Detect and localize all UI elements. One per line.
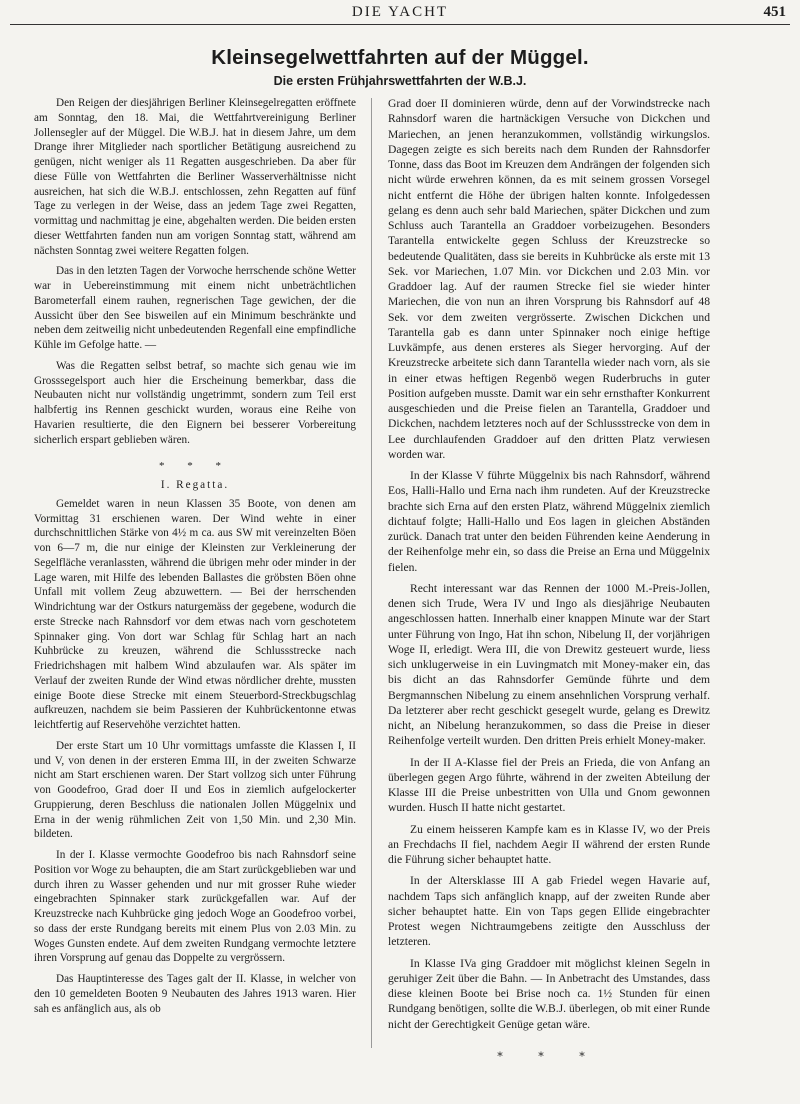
column-divider xyxy=(371,98,372,1048)
paragraph: Das Hauptinteresse des Tages galt der II. Klasse, in welcher von den 10 gemeldeten Booten 9 Neubauten des Jahres 1913 waren. Hier sah es anfänglich aus, als ob xyxy=(34,973,356,1015)
page-number: 451 xyxy=(763,4,786,20)
paragraph: In der II A-Klasse fiel der Preis an Frieda, die von Anfang an überlegen gegen Argo führte, während in der zweiten Abteilung der Klasse III die Preise unbestritten von Ulla und Gnom gewonnen wurden. Husch II hatte nicht gestartet. xyxy=(388,755,710,815)
article-subtitle: Die ersten Frühjahrswettfahrten der W.B.J. xyxy=(273,74,527,88)
paragraph: Den Reigen der diesjährigen Berliner Kleinsegelregatten eröffnete am Sonntag, den 18. Mai, die Wettfahrtvereinigung Berliner Jollensegler auf der Müggel. Die W.B.J. hat in diesem Jahre, um dem Drange ihrer Mitglieder nach sportlicher Betätigung ausreichend zu genügen, nicht weniger als 11 Regatten ausgeschrieben. Da aber für diese Fülle von Wettfahrten die Berliner Wasserverhältnisse nicht ausreichen, hat sich die W.B.J. entschlossen, zehn Regatten auf fünf Tage zu verlegen in der Weise, dass an jedem Tage zwei Regatten, vormittag und nachmittag je eine, abgehalten werden. Die beiden ersten dieser Wettfahrten fanden nun am vorigen Sonntag statt, während am nächsten Sonntag zwei weitere Regatten folgen. xyxy=(34,97,356,257)
paragraph: Recht interessant war das Rennen der 1000 M.-Preis-Jollen, denen sich Trude, Wera IV und Ingo als diesjährige Neubauten angeschlossen hatten. Innerhalb einer knappen Minute war der Start unter Führung von Ingo, Hat ihn schon, Nibelung II, der vorjährigen Woge II, erledigt. Wera III, die von Drewitz gesteuert wurde, liess sich unklugerweise in ein Luvingmatch mit Money-maker ein, das bis dicht an das Rahnsdorfer Gemünde führte und dem Bergmannschen Nibelung zu einem ansehnlichen Vorsprung verhalf. Da letzterer aber recht geschickt gesegelt wurde, gelang es Drewitz nicht, an Nibelung heranzukommen, so dass die Preise in dieser Reihenfolge verteilt wurden. Den dritten Preis erhielt Money-maker. xyxy=(388,581,710,748)
paragraph: In Klasse IVa ging Graddoer mit möglichst kleinen Segeln in geruhiger Zeit über die Bahn. — In Anbetracht des Umstandes, dass diese kleinen Boote bei Brise noch ca. 1½ Stunden für einen Rundgang benötigen, sollte die W.B.J. überlegen, ob mit einer Runde nicht der Gerechtigkeit Genüge getan wäre. xyxy=(388,956,710,1031)
paragraph: Das in den letzten Tagen der Vorwoche herrschende schöne Wetter war in Uebereinstimmung mit einem nicht unbeträchtlichen Barometerfall einem rauhen, regnerischen Tage gewichen, der die Aussicht über den See bisweilen auf ein Minimum beschränkte und neben dem zeitweilig nicht unbedeutenden Regenfall eine empfindliche Kühle im Gefolge hatte. — xyxy=(34,265,356,351)
section-heading: I. Regatta. xyxy=(160,479,230,491)
section-separator: * * * xyxy=(159,460,231,473)
paragraph: In der Altersklasse III A gab Friedel wegen Havarie auf, nachdem Taps sich anfänglich knapp, auf der zweiten Runde aber sicher behauptet hatte. Ein von Taps gegen Ellide eingebrachter Protest wegen Nichtraumgebens zeitigte den Ausschluss der letzteren. xyxy=(388,874,710,949)
paragraph: Der erste Start um 10 Uhr vormittags umfasste die Klassen I, II und V, von denen in der ersteren Emma III, in der zweiten Schwarze nicht am Start erschienen waren. Der Start vollzog sich unter Führung von Goodefroo, Grad doer II und Eos in ziemlich aufgelockerter Gruppierung, deren Beschluss die nationalen Jollen Müggelnix und Erna in der wenig rühmlichen Zeit von 1,50 Min. und 2,30 Min. bildeten. xyxy=(34,739,356,841)
paragraph: In der Klasse V führte Müggelnix bis nach Rahnsdorf, während Eos, Halli-Hallo und Erna nach ihm rundeten. Auf der Kreuzstrecke brachte sich Erna auf den ersten Platz, während Müggelnix ziemlich dichtauf folgte; Halli-Hallo und Eos lagen in gleichen Abständen zurück. Danach trat unter den beiden Führenden keine Aenderung in der Reihenfolge mehr ein, so dass die Preise an Erna und Müggelnix fielen. xyxy=(388,469,710,574)
left-column xyxy=(34,96,356,1022)
running-title: DIE YACHT xyxy=(351,4,449,20)
paragraph: In der I. Klasse vermochte Goodefroo bis nach Rahnsdorf seine Position vor Woge zu behaupten, die am Start zurückgeblieben war und durch ihren zu Wasser gehenden und nur mit grosser Ruhe wieder eingebrachten Spinnaker stark zurückgefallen war. Auf der Kreuzstrecke nach Kuhbrücke ging jedoch Woge an Goodefroo vorbei, so dass der erste Rundgang bereits mit einem Plus von 2.03 Min. zu Woges Gunsten endete. Auf dem zweiten Rundgang vermochte letztere ihren Vorsprung auf genau das Doppelte zu vergrössern. xyxy=(34,849,356,965)
paragraph: Was die Regatten selbst betraf, so machte sich genau wie im Grosssegelsport auch hier die Erscheinung bemerkbar, dass die Neubauten nicht nur vollständig ungetrimmt, sondern zum Teil erst halbfertig ins Rennen geschickt wurden, woraus eine Reihe von Havarien resultierte, die den Eignern bei besserer Vorbereitung sicherlich erspart geblieben wären. xyxy=(34,359,356,446)
end-separator: * * * xyxy=(497,1050,601,1063)
article-title: Kleinsegelwettfahrten auf der Müggel. xyxy=(211,46,589,69)
running-head xyxy=(0,4,800,26)
paragraph: Gemeldet waren in neun Klassen 35 Boote, von denen am Vormittag 31 erschienen waren. Der Wind wehte in einer durchschnittlichen Stärke von 4½ m ca. aus SW mit vereinzelten Böen von 6—7 m, die nur einige der Kleinsten zur Verkleinerung der Segelfläche veranlassten, während die übrigen mehr oder minder in der Lage waren, mit Hilfe des lebenden Ballastes die gröbsten Böen ohne Unfall mit vollem Zeug abzuwettern. — Bei der herrschenden Windrichtung war der Ostkurs naturgemäss der gegebene, wodurch die erste Strecke nach Rahnsdorf vor dem etwas nach vorn geschotetem Spinnaker ging. Von dort war Schlag für Schlag hart an nach Kuhbrücke zu kreuzen, während die Schlussstrecke nach Friedrichshagen mit halbem Wind abzulaufen war. Als später im Verlauf der zweiten Runde der Wind etwas nördlicher drehte, mussten einige Boote diese Strecke mit einem Steuerbord-Streckbugschlag aufkreuzen, nachdem sie beim Passieren der Kuhbrückentonne etwas leichtfertig auf Reservehöhe verzichtet hatten. xyxy=(34,497,356,731)
paragraph: Grad doer II dominieren würde, denn auf der Vorwindstrecke nach Rahnsdorf waren die hartnäckigen Versuche von Dickchen und Mariechen, an jenen heranzukommen, vollständig wirkungslos. Dagegen zeigte es sich bereits nach dem Runden der Rahnsdorfer Tonne, dass das Boot im Kreuzen dem Andrängen der folgenden sich nicht würde erwehren können, da es mit seinem grossen Vorsegel nicht entfernt die Höhe der übrigen halten konnte. Infolgedessen gelang es denn auch sehr bald Mariechen, später Dickchen und zum Schluss auch Tarantella an Graddoer vorbeizugehen. Besonders Tarantella entwickelte gegen Schluss der Kreuzstrecke so bedeutende Qualitäten, dass sie bereits in Kuhbrücke als erste mit 13 Sek. vor Mariechen, 1.07 Min. vor Dickchen und 2.03 Min. vor Graddoer lag. Auf der raumen Strecke fiel sie wieder hinter Mariechen, die von nun an ihren Vorsprung bis Rahnsdorf auf 48 Sek. vor dem zweiten vergrösserte. Zwischen Dickchen und Tarantella gab es dann unter Spinnaker noch einige heftige Luvkämpfe, aus denen ersteres als Sieger hervorging. Auf der Kreuzstrecke arbeitete sich dann Tarantella wieder nach vorn, als sie in einer etwas heftigen Regenbö wegen Ruderbruchs in guter Position aufgeben musste. Damit war ein sehr ernsthafter Konkurrent ausgeschieden und die Preise fielen an Tarantella, Graddoer und Dickchen, nachdem letzteres noch auf der Schlussstrecke von dem in Lee durchlaufenden Graddoer auf den dritten Platz verwiesen worden war. xyxy=(388,97,710,461)
header-rule xyxy=(10,24,790,25)
paragraph: Zu einem heisseren Kampfe kam es in Klasse IV, wo der Preis an Frechdachs II fiel, nachdem Aegir II während der ersten Runde die Führung sicher behauptet hatte. xyxy=(388,822,710,866)
right-column xyxy=(388,96,710,1038)
